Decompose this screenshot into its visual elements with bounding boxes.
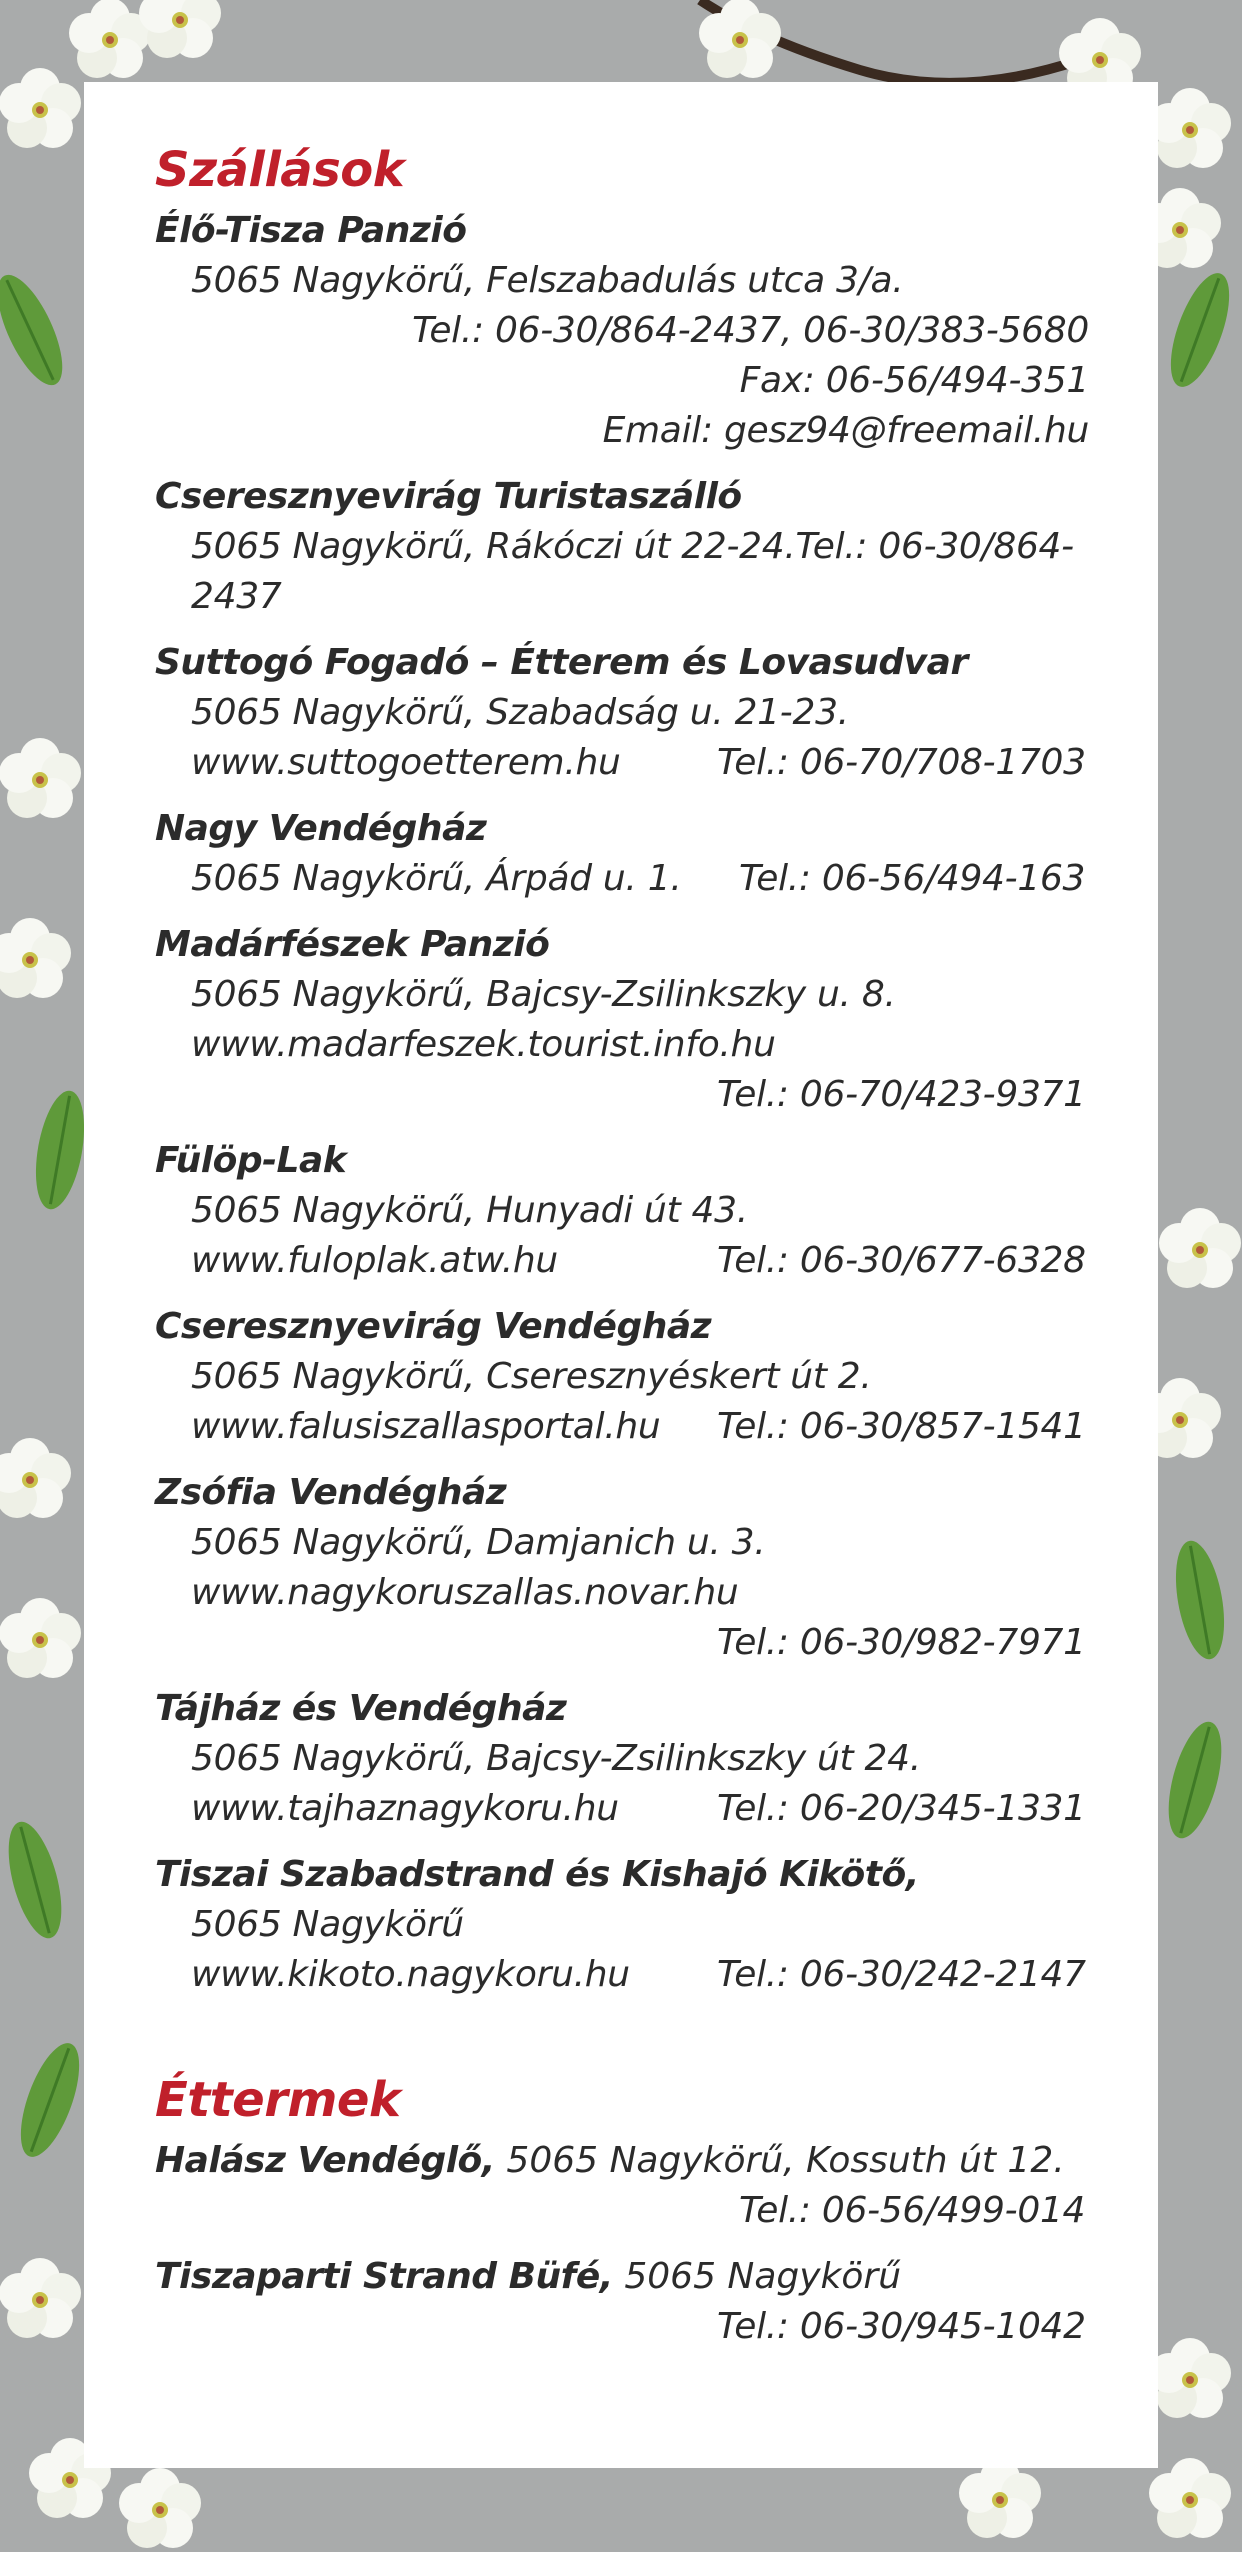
accommodation-entry — [155, 472, 1089, 622]
entry-contact-row — [155, 1618, 1089, 1668]
entry-name: Cseresznyevirág Vendégház — [155, 1306, 712, 1347]
restaurant-name-address-row — [155, 2136, 1089, 2186]
accommodation-entry — [155, 1684, 1089, 1834]
entry-name: Madárfészek Panzió — [155, 924, 550, 965]
restaurant-name-address-row — [155, 2252, 1089, 2302]
section-title-restaurants: Éttermek — [155, 2072, 401, 2128]
entry-name: Cseresznyevirág Turistaszálló — [155, 476, 742, 517]
accommodation-entry — [155, 1136, 1089, 1286]
entry-website-link[interactable]: www.falusiszallasportal.hu — [191, 1406, 661, 1447]
entry-email[interactable]: Email: gesz94@freemail.hu — [602, 410, 1089, 451]
accommodation-entry — [155, 638, 1089, 788]
restaurant-entry — [155, 2252, 1089, 2352]
entry-name: Zsófia Vendégház — [155, 1472, 507, 1513]
entry-phone: Tel.: 06-30/864-2437, 06-30/383-5680 — [412, 310, 1089, 351]
entry-contact-row — [155, 1070, 1089, 1120]
entry-phone: Tel.: 06-30/982-7971 — [717, 1622, 1086, 1663]
entry-name: Nagy Vendégház — [155, 808, 487, 849]
entry-name: Élő-Tisza Panzió — [155, 210, 467, 251]
entry-phone: Tel.: 06-30/242-2147 — [717, 1954, 1086, 1995]
accommodation-entry — [155, 804, 1089, 904]
entry-phone: Tel.: 06-30/945-1042 — [717, 2306, 1086, 2347]
entry-name: Tájház és Vendégház — [155, 1688, 567, 1729]
entry-fax: Fax: 06-56/494-351 — [739, 360, 1089, 401]
entry-contact-row — [155, 738, 1089, 788]
entry-contact-row — [155, 1236, 1089, 1286]
entry-contact-row — [155, 2186, 1089, 2236]
entry-contact-row — [155, 1402, 1089, 1452]
accommodation-entry — [155, 920, 1089, 1120]
entry-name: Suttogó Fogadó – Étterem és Lovasudvar — [155, 642, 968, 683]
entry-name: Halász Vendéglő, — [155, 2140, 495, 2181]
entry-phone: Tel.: 06-56/494-163 — [739, 858, 1086, 899]
entry-address: 5065 Nagykörű, Felszabadulás utca 3/a. — [191, 260, 904, 301]
entry-phone: Tel.: 06-30/677-6328 — [717, 1240, 1086, 1281]
entry-phone: Tel.: 06-20/345-1331 — [717, 1788, 1086, 1829]
entry-website-link[interactable]: www.fuloplak.atw.hu — [191, 1240, 558, 1281]
accommodation-entry — [155, 1850, 1089, 2000]
entry-address: 5065 Nagykörű, Cseresznyéskert út 2. — [191, 1356, 872, 1397]
entry-phone: Tel.: 06-70/708-1703 — [717, 742, 1086, 783]
entry-address: 5065 Nagykörű, Bajcsy-Zsilinkszky út 24. — [191, 1738, 921, 1779]
entry-address: 5065 Nagykörű, Szabadság u. 21-23. — [191, 692, 849, 733]
accommodation-entry — [155, 1468, 1089, 1668]
entry-phone: Tel.: 06-30/857-1541 — [717, 1406, 1086, 1447]
entry-address: 5065 Nagykörű, Damjanich u. 3. — [191, 1522, 766, 1563]
entry-contact-row — [155, 1950, 1089, 2000]
entry-phone: Tel.: 06-70/423-9371 — [717, 1074, 1086, 1115]
entry-address: 5065 Nagykörű, Kossuth út 12. — [494, 2140, 1065, 2181]
entry-contact-row — [155, 1784, 1089, 1834]
entry-address: 5065 Nagykörű, Bajcsy-Zsilinkszky u. 8. — [191, 974, 896, 1015]
entry-address: 5065 Nagykörű, Rákóczi út 22-24.Tel.: 06-30/864- — [191, 526, 1074, 567]
entry-name: Fülöp-Lak — [155, 1140, 347, 1181]
entry-website-link[interactable]: www.suttogoetterem.hu — [191, 742, 621, 783]
entry-address: 5065 Nagykörű, Hunyadi út 43. — [191, 1190, 748, 1231]
accommodation-entry — [155, 1302, 1089, 1452]
entry-contact-row — [155, 2302, 1089, 2352]
entry-name: Tiszai Szabadstrand és Kishajó Kikötő, — [155, 1854, 919, 1895]
entry-website-link[interactable]: www.tajhaznagykoru.hu — [191, 1788, 619, 1829]
entry-address-continued: 2437 — [191, 576, 282, 617]
accommodation-entry — [155, 206, 1089, 456]
entry-phone: Tel.: 06-56/499-014 — [739, 2190, 1086, 2231]
entry-name: Tiszaparti Strand Büfé, — [155, 2256, 613, 2297]
entry-contact-row — [155, 854, 1089, 904]
entry-website-link[interactable]: www.madarfeszek.tourist.info.hu — [191, 1024, 776, 1065]
listing-content — [155, 140, 1089, 2368]
entry-address: 5065 Nagykörű — [191, 1904, 464, 1945]
section-title-accommodations: Szállások — [155, 142, 405, 198]
entry-address: 5065 Nagykörű — [612, 2256, 902, 2297]
entry-address: 5065 Nagykörű, Árpád u. 1. — [191, 858, 682, 899]
entry-website-link[interactable]: www.nagykoruszallas.novar.hu — [191, 1572, 739, 1613]
restaurant-entry — [155, 2136, 1089, 2236]
entry-website-link[interactable]: www.kikoto.nagykoru.hu — [191, 1954, 630, 1995]
